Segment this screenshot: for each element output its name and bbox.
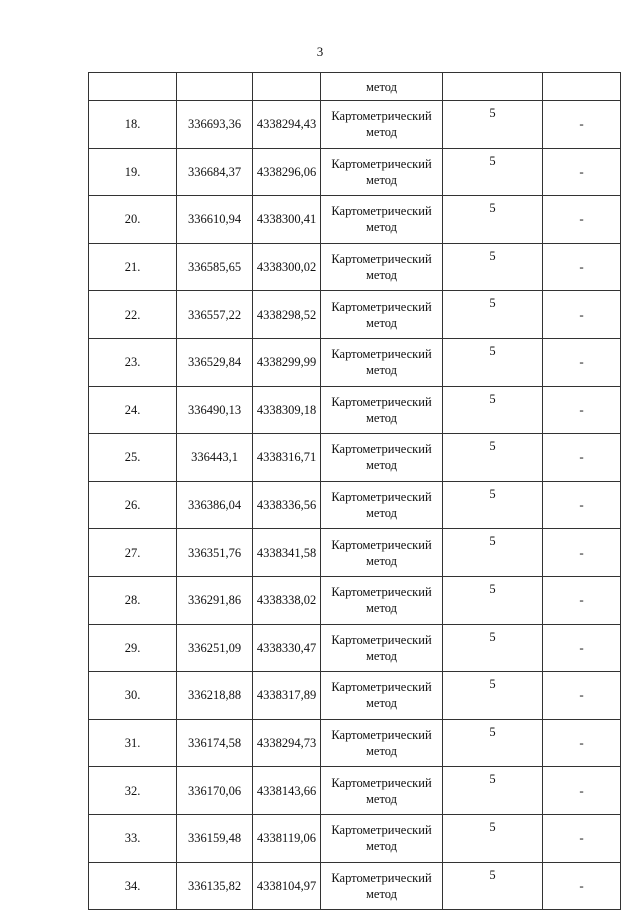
point-number-cell: 34.	[89, 862, 177, 910]
page-number: 3	[316, 44, 324, 59]
table-row	[89, 624, 621, 672]
method-line-2: метод	[365, 125, 397, 140]
method-cell	[321, 243, 443, 291]
point-number-cell: 24.	[89, 386, 177, 434]
table-row	[89, 719, 621, 767]
table-row	[89, 243, 621, 291]
y-coordinate-cell: 4338336,56	[253, 481, 321, 529]
note-cell: -	[543, 862, 621, 910]
note-cell: -	[543, 243, 621, 291]
carry-over-note-cell	[543, 73, 621, 101]
method-line-2: метод	[365, 315, 397, 330]
carry-over-num-cell	[89, 73, 177, 101]
method-line-2: метод	[365, 172, 397, 187]
error-cell: 5	[443, 386, 543, 434]
method-line-1: Картометрический	[331, 394, 432, 409]
method-cell	[321, 576, 443, 624]
x-coordinate-cell: 336557,22	[177, 291, 253, 339]
error-cell: 5	[443, 481, 543, 529]
error-cell: 5	[443, 196, 543, 244]
method-line-1: Картометрический	[331, 442, 432, 457]
method-line-1: Картометрический	[331, 156, 432, 171]
method-line-1: Картометрический	[331, 728, 432, 743]
y-coordinate-cell: 4338299,99	[253, 338, 321, 386]
x-coordinate-cell: 336386,04	[177, 481, 253, 529]
method-line-2: метод	[365, 886, 397, 901]
method-line-2: метод	[365, 696, 397, 711]
x-coordinate-cell: 336291,86	[177, 576, 253, 624]
note-cell: -	[543, 672, 621, 720]
y-coordinate-cell: 4338104,97	[253, 862, 321, 910]
table-row	[89, 672, 621, 720]
x-coordinate-cell: 336490,13	[177, 386, 253, 434]
error-cell: 5	[443, 624, 543, 672]
note-cell: -	[543, 814, 621, 862]
point-number-cell: 20.	[89, 196, 177, 244]
x-coordinate-cell: 336529,84	[177, 338, 253, 386]
error-cell: 5	[443, 291, 543, 339]
carry-over-error-cell	[443, 73, 543, 101]
method-line-2: метод	[365, 839, 397, 854]
coordinates-table	[88, 72, 621, 910]
x-coordinate-cell: 336585,65	[177, 243, 253, 291]
error-cell: 5	[443, 576, 543, 624]
method-line-2: метод	[365, 410, 397, 425]
table-row	[89, 576, 621, 624]
method-cell	[321, 719, 443, 767]
error-cell: 5	[443, 672, 543, 720]
error-cell: 5	[443, 814, 543, 862]
method-line-2: метод	[365, 648, 397, 663]
note-cell: -	[543, 576, 621, 624]
method-line-2: метод	[365, 744, 397, 759]
x-coordinate-cell: 336170,06	[177, 767, 253, 815]
method-cell	[321, 624, 443, 672]
carry-over-x-cell	[177, 73, 253, 101]
note-cell: -	[543, 624, 621, 672]
table-row	[89, 862, 621, 910]
note-cell: -	[543, 434, 621, 482]
method-line-1: Картометрический	[331, 632, 432, 647]
method-line-1: Картометрический	[331, 775, 432, 790]
y-coordinate-cell: 4338119,06	[253, 814, 321, 862]
x-coordinate-cell: 336251,09	[177, 624, 253, 672]
method-cell	[321, 481, 443, 529]
note-cell: -	[543, 767, 621, 815]
y-coordinate-cell: 4338300,41	[253, 196, 321, 244]
y-coordinate-cell: 4338294,73	[253, 719, 321, 767]
error-cell: 5	[443, 434, 543, 482]
note-cell: -	[543, 719, 621, 767]
method-line-1: Картометрический	[331, 490, 432, 505]
note-cell: -	[543, 338, 621, 386]
note-cell: -	[543, 529, 621, 577]
note-cell: -	[543, 291, 621, 339]
note-cell: -	[543, 481, 621, 529]
point-number-cell: 32.	[89, 767, 177, 815]
table-row	[89, 814, 621, 862]
x-coordinate-cell: 336443,1	[177, 434, 253, 482]
method-line-2: метод	[365, 601, 397, 616]
error-cell: 5	[443, 767, 543, 815]
method-line-1: Картометрический	[331, 870, 432, 885]
x-coordinate-cell: 336684,37	[177, 148, 253, 196]
y-coordinate-cell: 4338309,18	[253, 386, 321, 434]
point-number-cell: 33.	[89, 814, 177, 862]
error-cell: 5	[443, 529, 543, 577]
x-coordinate-cell: 336693,36	[177, 101, 253, 149]
method-line-2: метод	[365, 791, 397, 806]
method-line-2: метод	[365, 553, 397, 568]
table-row	[89, 434, 621, 482]
method-line-2: метод	[365, 220, 397, 235]
error-cell: 5	[443, 719, 543, 767]
error-cell: 5	[443, 338, 543, 386]
method-line-1: Картометрический	[331, 347, 432, 362]
method-line-1: Картометрический	[331, 680, 432, 695]
x-coordinate-cell: 336174,58	[177, 719, 253, 767]
point-number-cell: 27.	[89, 529, 177, 577]
point-number-cell: 31.	[89, 719, 177, 767]
point-number-cell: 19.	[89, 148, 177, 196]
point-number-cell: 29.	[89, 624, 177, 672]
method-cell	[321, 101, 443, 149]
point-number-cell: 28.	[89, 576, 177, 624]
method-cell	[321, 434, 443, 482]
method-line-1: Картометрический	[331, 109, 432, 124]
method-cell	[321, 291, 443, 339]
y-coordinate-cell: 4338300,02	[253, 243, 321, 291]
method-line-1: Картометрический	[331, 299, 432, 314]
y-coordinate-cell: 4338316,71	[253, 434, 321, 482]
x-coordinate-cell: 336218,88	[177, 672, 253, 720]
y-coordinate-cell: 4338341,58	[253, 529, 321, 577]
table-row	[89, 196, 621, 244]
method-cell	[321, 196, 443, 244]
point-number-cell: 25.	[89, 434, 177, 482]
point-number-cell: 30.	[89, 672, 177, 720]
method-line-1: Картометрический	[331, 537, 432, 552]
point-number-cell: 21.	[89, 243, 177, 291]
error-cell: 5	[443, 243, 543, 291]
table-row	[89, 291, 621, 339]
y-coordinate-cell: 4338330,47	[253, 624, 321, 672]
method-line-2: метод	[365, 506, 397, 521]
method-line-2: метод	[365, 458, 397, 473]
error-cell: 5	[443, 862, 543, 910]
point-number-cell: 22.	[89, 291, 177, 339]
y-coordinate-cell: 4338143,66	[253, 767, 321, 815]
method-line-1: Картометрический	[331, 585, 432, 600]
method-line-2: метод	[365, 268, 397, 283]
method-line-1: Картометрический	[331, 823, 432, 838]
y-coordinate-cell: 4338294,43	[253, 101, 321, 149]
carry-over-y-cell	[253, 73, 321, 101]
note-cell: -	[543, 386, 621, 434]
point-number-cell: 23.	[89, 338, 177, 386]
note-cell: -	[543, 148, 621, 196]
x-coordinate-cell: 336351,76	[177, 529, 253, 577]
note-cell: -	[543, 101, 621, 149]
method-cell	[321, 148, 443, 196]
method-line-2: метод	[365, 363, 397, 378]
table-row	[89, 386, 621, 434]
method-cell	[321, 529, 443, 577]
carry-over-method-cell: метод	[321, 73, 443, 101]
x-coordinate-cell: 336135,82	[177, 862, 253, 910]
table-row	[89, 148, 621, 196]
y-coordinate-cell: 4338317,89	[253, 672, 321, 720]
table-row	[89, 767, 621, 815]
method-cell	[321, 814, 443, 862]
table-row	[89, 338, 621, 386]
method-cell	[321, 862, 443, 910]
table-row	[89, 481, 621, 529]
coordinates-table-body	[89, 73, 621, 910]
table-row	[89, 529, 621, 577]
error-cell: 5	[443, 101, 543, 149]
method-cell	[321, 672, 443, 720]
carry-over-row	[89, 73, 621, 101]
method-cell	[321, 386, 443, 434]
method-line-1: Картометрический	[331, 252, 432, 267]
error-cell: 5	[443, 148, 543, 196]
note-cell: -	[543, 196, 621, 244]
point-number-cell: 26.	[89, 481, 177, 529]
y-coordinate-cell: 4338338,02	[253, 576, 321, 624]
y-coordinate-cell: 4338298,52	[253, 291, 321, 339]
method-cell	[321, 338, 443, 386]
x-coordinate-cell: 336610,94	[177, 196, 253, 244]
method-line-1: Картометрический	[331, 204, 432, 219]
method-cell	[321, 767, 443, 815]
table-row	[89, 101, 621, 149]
point-number-cell: 18.	[89, 101, 177, 149]
y-coordinate-cell: 4338296,06	[253, 148, 321, 196]
x-coordinate-cell: 336159,48	[177, 814, 253, 862]
